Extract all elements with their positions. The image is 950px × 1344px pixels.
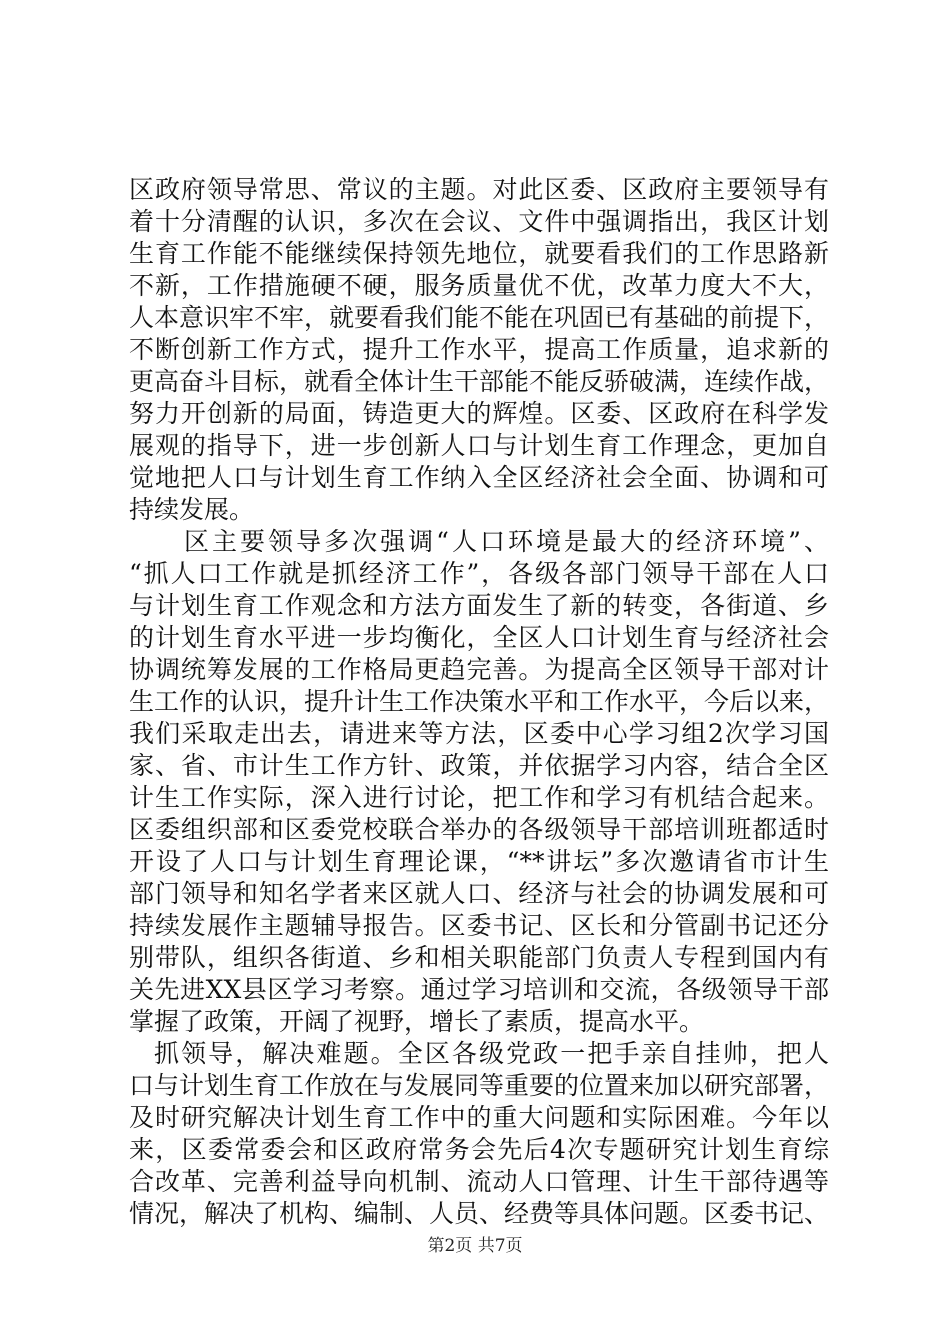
text-line: 与计划生育工作观念和方法方面发生了新的转变，各街道、乡 — [129, 591, 829, 620]
text-line: 更高奋斗目标，就看全体计生干部能不能反骄破满，连续作战， — [129, 367, 830, 396]
text-line: 努力开创新的局面，铸造更大的辉煌。区委、区政府在科学发 — [129, 399, 829, 428]
text-line: 不断创新工作方式，提升工作水平，提高工作质量，追求新的 — [129, 335, 829, 364]
text-line: 口与计划生育工作放在与发展同等重要的位置来加以研究部署， — [129, 1071, 830, 1100]
text-line: 协调统筹发展的工作格局更趋完善。为提高全区领导干部对计 — [129, 655, 829, 684]
text-line: 掌握了政策，开阔了视野，增长了素质，提高水平。 — [129, 1007, 705, 1036]
text-line: 抓领导，解决难题。全区各级党政一把手亲自挂帅，把人 — [154, 1039, 829, 1068]
text-line: “抓人口工作就是抓经济工作”，各级各部门领导干部在人口 — [129, 559, 829, 588]
text-line: 展观的指导下，进一步创新人口与计划生育工作理念，更加自 — [129, 431, 829, 460]
text-line: 持续发展。 — [129, 495, 255, 524]
text-line: 着十分清醒的认识，多次在会议、文件中强调指出，我区计划 — [129, 207, 829, 236]
text-line: 觉地把人口与计划生育工作纳入全区经济社会全面、协调和可 — [129, 463, 829, 492]
text-line: 合改革、完善利益导向机制、流动人口管理、计生干部待遇等 — [129, 1167, 829, 1196]
text-line: 开设了人口与计划生育理论课，“**讲坛”多次邀请省市计生 — [129, 847, 829, 876]
page-number-footer: 第2页 共7页 — [427, 1236, 523, 1256]
text-line: 部门领导和知名学者来区就人口、经济与社会的协调发展和可 — [129, 879, 829, 908]
text-line: 持续发展作主题辅导报告。区委书记、区长和分管副书记还分 — [129, 911, 829, 940]
text-line: 区委组织部和区委党校联合举办的各级领导干部培训班都适时 — [129, 815, 829, 844]
text-line: 计生工作实际，深入进行讨论，把工作和学习有机结合起来。 — [129, 783, 829, 812]
text-line: 别带队，组织各街道、乡和相关职能部门负责人专程到国内有 — [129, 943, 829, 972]
text-line: 及时研究解决计划生育工作中的重大问题和实际困难。今年以 — [129, 1103, 829, 1132]
text-line: 关先进XX县区学习考察。通过学习培训和交流，各级领导干部 — [129, 975, 829, 1004]
text-line: 生育工作能不能继续保持领先地位，就要看我们的工作思路新 — [129, 239, 829, 268]
text-line: 家、省、市计生工作方针、政策，并依据学习内容，结合全区 — [129, 751, 829, 780]
text-line: 来，区委常委会和区政府常务会先后4次专题研究计划生育综 — [129, 1135, 829, 1164]
text-line: 区主要领导多次强调“人口环境是最大的经济环境”、 — [184, 527, 829, 556]
document-body — [129, 174, 829, 1230]
text-line: 我们采取走出去，请进来等方法，区委中心学习组2次学习国 — [129, 719, 829, 748]
text-line: 的计划生育水平进一步均衡化，全区人口计划生育与经济社会 — [129, 623, 829, 652]
text-line: 区政府领导常思、常议的主题。对此区委、区政府主要领导有 — [129, 175, 829, 204]
text-line: 生工作的认识，提升计生工作决策水平和工作水平，今后以来， — [129, 687, 830, 716]
text-line: 不新，工作措施硬不硬，服务质量优不优，改革力度大不大， — [129, 271, 829, 300]
text-line: 情况，解决了机构、编制、人员、经费等具体问题。区委书记、 — [129, 1199, 830, 1228]
text-line: 人本意识牢不牢，就要看我们能不能在巩固已有基础的前提下， — [129, 303, 830, 332]
